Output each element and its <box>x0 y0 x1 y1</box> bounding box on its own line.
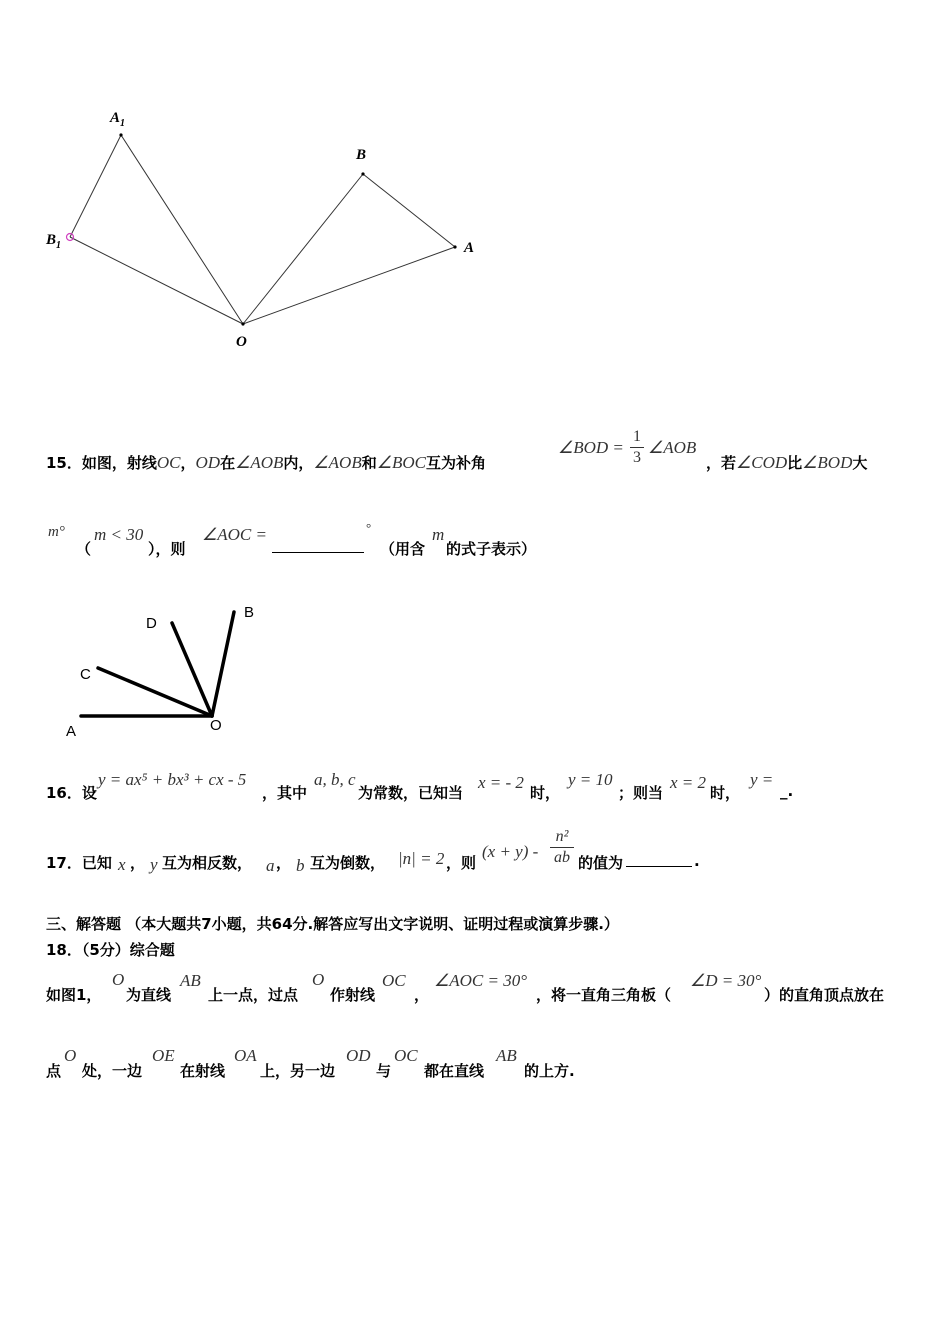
segment-b1-o <box>70 237 243 324</box>
math-frac-n2-ab: n² ab <box>550 828 574 867</box>
math-b: b <box>296 856 305 875</box>
q15-line1: 15．如图，射线OC，OD在∠AOB内，∠AOB和∠BOC互为补角 <box>46 453 486 472</box>
fig2-label-o: O <box>210 717 222 734</box>
fig2-label-c: C <box>80 666 91 683</box>
segment-a1-b1 <box>70 135 121 237</box>
math-m-degree: m° <box>48 524 65 540</box>
math-x-eq-2: x = 2 <box>670 773 707 792</box>
math-od: OD <box>346 1046 371 1065</box>
point-o <box>241 322 244 325</box>
math-angle-aob-b: ∠AOB <box>313 453 362 472</box>
answer-blank-q16[interactable]: _. <box>780 782 794 800</box>
math-polynomial: y = ax⁵ + bx³ + cx - 5 <box>98 770 247 789</box>
math-angle-boc: ∠BOC <box>376 453 426 472</box>
math-y-eq: y = <box>750 770 774 789</box>
segment-b-o <box>243 174 363 324</box>
math-ab: AB <box>180 971 201 990</box>
math-ab-2: AB <box>496 1046 517 1065</box>
math-x-plus-y: (x + y) - <box>482 842 539 861</box>
q15-number: 15． <box>46 454 82 472</box>
math-o: O <box>112 970 125 989</box>
math-o-3: O <box>64 1046 77 1065</box>
answer-blank-q15[interactable] <box>272 552 364 553</box>
section-heading: 三、解答题 （本大题共7小题，共64分.解答应写出文字说明、证明过程或演算步骤.） <box>46 915 619 933</box>
math-oa: OA <box>234 1046 257 1065</box>
math-y: y <box>150 855 158 874</box>
math-angle-aob: ∠AOB <box>235 453 284 472</box>
fig2-label-d: D <box>146 615 157 632</box>
fig2-label-a: A <box>66 723 77 740</box>
segment-a1-o <box>121 135 243 324</box>
math-m: m <box>432 525 445 544</box>
math-x-eq-neg2: x = - 2 <box>478 773 524 792</box>
math-angle-bod-eq: ∠BOD = <box>558 438 624 457</box>
math-angle-aob-c: ∠AOB <box>648 438 697 457</box>
math-angle-aoc-eq: ∠AOC = <box>202 525 267 544</box>
math-od: OD <box>195 453 221 472</box>
math-abc: a, b, c <box>314 770 356 789</box>
label-b: B <box>356 147 367 163</box>
q16-number: 16．设 <box>46 784 97 802</box>
segment-a-o <box>243 247 455 324</box>
math-oc: OC <box>382 971 406 990</box>
figure-rays <box>0 595 280 745</box>
q18-title: 18．（5分）综合题 <box>46 941 175 959</box>
ray-ob <box>212 612 234 716</box>
point-a <box>453 245 456 248</box>
label-a1: $A_1$ <box>110 110 126 129</box>
math-frac-one-third: 1 3 <box>630 428 644 467</box>
math-x: x <box>118 855 126 874</box>
math-o-2: O <box>312 970 325 989</box>
figure-triangles <box>0 0 520 370</box>
q15-line1-tail: ，若∠COD比∠BOD大 <box>706 453 868 472</box>
math-abs-n: |n| = 2 <box>398 849 445 868</box>
math-oc: OC <box>156 453 181 472</box>
math-oe: OE <box>152 1046 175 1065</box>
math-angle-d-30: ∠D = 30° <box>690 971 762 990</box>
label-o: O <box>236 334 247 350</box>
math-angle-aoc-30: ∠AOC = 30° <box>434 971 528 990</box>
math-oc-2: OC <box>394 1046 418 1065</box>
math-y-eq-10: y = 10 <box>568 770 613 789</box>
q17-number: 17．已知 <box>46 854 112 872</box>
label-b1: $B_1$ <box>46 232 62 251</box>
math-degree-sign: ° <box>366 520 372 535</box>
math-a: a <box>266 856 275 875</box>
point-b <box>361 172 364 175</box>
segment-b-a <box>363 174 455 247</box>
answer-blank-q17[interactable] <box>626 866 692 867</box>
math-m-lt-30: m < 30 <box>94 525 144 544</box>
point-a1 <box>119 133 122 136</box>
math-angle-cod: ∠COD <box>736 453 788 472</box>
label-a: A <box>464 240 475 256</box>
math-angle-bod: ∠BOD <box>802 453 853 472</box>
fig2-label-b: B <box>244 604 255 621</box>
